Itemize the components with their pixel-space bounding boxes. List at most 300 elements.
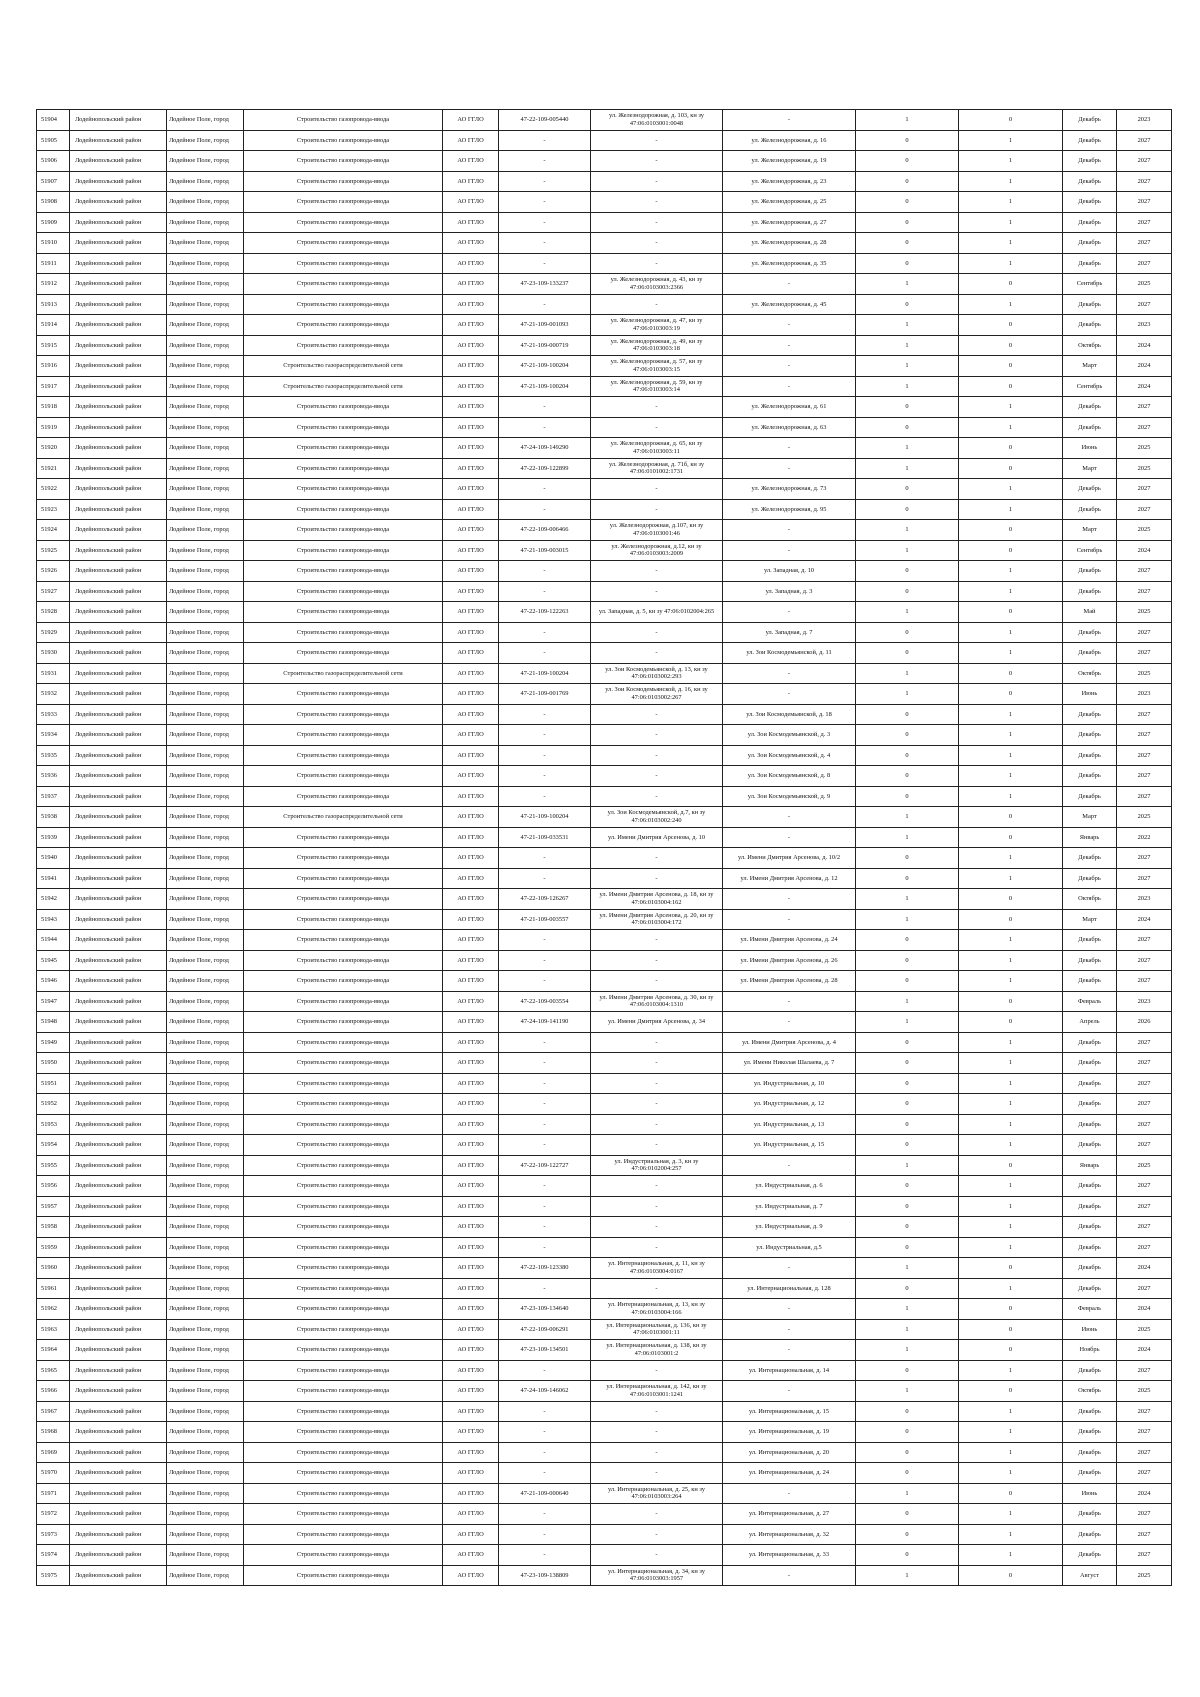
table-row	[37, 622, 1172, 643]
record-number-cell: 51957	[37, 1196, 70, 1217]
address-cell: ул. Железнодорожная, д. 19	[723, 151, 856, 172]
work-type-cell: Строительство газопровода-ввода	[244, 1360, 443, 1381]
count-planned-cell: 1	[959, 1545, 1063, 1566]
count-connected-cell: 1	[856, 1565, 959, 1586]
table-row	[37, 1545, 1172, 1566]
year-cell: 2027	[1117, 479, 1172, 500]
cadastral-address-cell: ул. Железнодорожная, д. 57, кн зу 47:06:0103003:15	[591, 356, 723, 377]
district-name-cell: Лодейнопольский район	[70, 786, 167, 807]
table-row	[37, 786, 1172, 807]
record-number-cell: 51931	[37, 663, 70, 684]
count-connected-cell: 0	[856, 704, 959, 725]
address-cell: -	[723, 1565, 856, 1586]
address-cell: ул. Зои Космодемьянской, д. 4	[723, 745, 856, 766]
count-connected-cell: 1	[856, 1258, 959, 1279]
table-row	[37, 1258, 1172, 1279]
work-type-cell: Строительство газопровода-ввода	[244, 561, 443, 582]
record-number-cell: 51974	[37, 1545, 70, 1566]
year-cell: 2027	[1117, 868, 1172, 889]
tu-number-cell: -	[499, 397, 591, 418]
year-cell: 2024	[1117, 909, 1172, 930]
settlement-name-cell: Лодейное Поле, город	[167, 110, 244, 131]
settlement-name-cell: Лодейное Поле, город	[167, 376, 244, 397]
district-name-cell: Лодейнопольский район	[70, 151, 167, 172]
address-cell: -	[723, 889, 856, 910]
year-cell: 2025	[1117, 602, 1172, 623]
count-planned-cell: 1	[959, 1135, 1063, 1156]
tu-number-cell: 47-22-109-003554	[499, 991, 591, 1012]
cadastral-address-cell: -	[591, 1545, 723, 1566]
count-connected-cell: 1	[856, 1319, 959, 1340]
district-name-cell: Лодейнопольский район	[70, 130, 167, 151]
count-connected-cell: 0	[856, 130, 959, 151]
operator-name-cell: АО ГГЛО	[443, 356, 499, 377]
tu-number-cell: 47-21-109-100204	[499, 376, 591, 397]
settlement-name-cell: Лодейное Поле, город	[167, 479, 244, 500]
address-cell: -	[723, 458, 856, 479]
work-type-cell: Строительство газопровода-ввода	[244, 766, 443, 787]
month-cell: Август	[1063, 1565, 1117, 1586]
month-cell: Ноябрь	[1063, 1340, 1117, 1361]
count-planned-cell: 1	[959, 971, 1063, 992]
year-cell: 2025	[1117, 1319, 1172, 1340]
district-name-cell: Лодейнопольский район	[70, 1545, 167, 1566]
year-cell: 2023	[1117, 315, 1172, 336]
table-row	[37, 479, 1172, 500]
record-number-cell: 51917	[37, 376, 70, 397]
count-planned-cell: 0	[959, 909, 1063, 930]
district-name-cell: Лодейнопольский район	[70, 561, 167, 582]
cadastral-address-cell: -	[591, 1524, 723, 1545]
district-name-cell: Лодейнопольский район	[70, 889, 167, 910]
month-cell: Июнь	[1063, 684, 1117, 705]
table-row	[37, 971, 1172, 992]
record-number-cell: 51962	[37, 1299, 70, 1320]
tu-number-cell: -	[499, 1073, 591, 1094]
record-number-cell: 51936	[37, 766, 70, 787]
district-name-cell: Лодейнопольский район	[70, 1012, 167, 1033]
year-cell: 2027	[1117, 561, 1172, 582]
table-row	[37, 110, 1172, 131]
record-number-cell: 51959	[37, 1237, 70, 1258]
count-planned-cell: 1	[959, 1463, 1063, 1484]
tu-number-cell: 47-21-109-000640	[499, 1483, 591, 1504]
tu-number-cell: -	[499, 1422, 591, 1443]
operator-name-cell: АО ГГЛО	[443, 335, 499, 356]
year-cell: 2027	[1117, 704, 1172, 725]
year-cell: 2027	[1117, 786, 1172, 807]
table-row	[37, 520, 1172, 541]
count-connected-cell: 0	[856, 499, 959, 520]
cadastral-address-cell: -	[591, 253, 723, 274]
settlement-name-cell: Лодейное Поле, город	[167, 622, 244, 643]
table-row	[37, 1032, 1172, 1053]
cadastral-address-cell: -	[591, 417, 723, 438]
year-cell: 2022	[1117, 827, 1172, 848]
record-number-cell: 51904	[37, 110, 70, 131]
tu-number-cell: 47-22-109-122727	[499, 1155, 591, 1176]
settlement-name-cell: Лодейное Поле, город	[167, 540, 244, 561]
operator-name-cell: АО ГГЛО	[443, 909, 499, 930]
count-planned-cell: 1	[959, 130, 1063, 151]
month-cell: Март	[1063, 458, 1117, 479]
year-cell: 2027	[1117, 151, 1172, 172]
count-planned-cell: 1	[959, 1504, 1063, 1525]
count-planned-cell: 0	[959, 540, 1063, 561]
table-row	[37, 540, 1172, 561]
tu-number-cell: -	[499, 1504, 591, 1525]
record-number-cell: 51935	[37, 745, 70, 766]
month-cell: Декабрь	[1063, 253, 1117, 274]
district-name-cell: Лодейнопольский район	[70, 766, 167, 787]
settlement-name-cell: Лодейное Поле, город	[167, 581, 244, 602]
work-type-cell: Строительство газопровода-ввода	[244, 1114, 443, 1135]
tu-number-cell: -	[499, 1524, 591, 1545]
address-cell: ул. Имени Николая Шалаева, д. 7	[723, 1053, 856, 1074]
table-row	[37, 458, 1172, 479]
tu-number-cell: -	[499, 930, 591, 951]
count-connected-cell: 0	[856, 1237, 959, 1258]
tu-number-cell: -	[499, 1442, 591, 1463]
settlement-name-cell: Лодейное Поле, город	[167, 438, 244, 459]
address-cell: -	[723, 315, 856, 336]
tu-number-cell: -	[499, 622, 591, 643]
table-row	[37, 376, 1172, 397]
work-type-cell: Строительство газопровода-ввода	[244, 1237, 443, 1258]
address-cell: ул. Зои Космодемьянской, д. 11	[723, 643, 856, 664]
record-number-cell: 51938	[37, 807, 70, 828]
address-cell: ул. Индустриальная, д. 13	[723, 1114, 856, 1135]
tu-number-cell: -	[499, 212, 591, 233]
address-cell: ул. Интернациональная, д. 15	[723, 1401, 856, 1422]
table-row	[37, 130, 1172, 151]
table-row	[37, 438, 1172, 459]
count-connected-cell: 0	[856, 971, 959, 992]
month-cell: Февраль	[1063, 991, 1117, 1012]
count-planned-cell: 0	[959, 1381, 1063, 1402]
count-connected-cell: 0	[856, 1463, 959, 1484]
table-row	[37, 868, 1172, 889]
address-cell: ул. Железнодорожная, д. 27	[723, 212, 856, 233]
record-number-cell: 51967	[37, 1401, 70, 1422]
address-cell: -	[723, 602, 856, 623]
record-number-cell: 51947	[37, 991, 70, 1012]
month-cell: Декабрь	[1063, 766, 1117, 787]
count-connected-cell: 1	[856, 807, 959, 828]
year-cell: 2027	[1117, 581, 1172, 602]
count-planned-cell: 1	[959, 1176, 1063, 1197]
count-connected-cell: 0	[856, 1053, 959, 1074]
district-name-cell: Лодейнопольский район	[70, 1032, 167, 1053]
cadastral-address-cell: -	[591, 499, 723, 520]
cadastral-address-cell: -	[591, 212, 723, 233]
count-connected-cell: 1	[856, 1299, 959, 1320]
table-row	[37, 192, 1172, 213]
district-name-cell: Лодейнопольский район	[70, 1176, 167, 1197]
work-type-cell: Строительство газопровода-ввода	[244, 622, 443, 643]
table-row	[37, 1340, 1172, 1361]
settlement-name-cell: Лодейное Поле, город	[167, 807, 244, 828]
year-cell: 2027	[1117, 294, 1172, 315]
operator-name-cell: АО ГГЛО	[443, 458, 499, 479]
table-row	[37, 1524, 1172, 1545]
count-planned-cell: 0	[959, 684, 1063, 705]
count-planned-cell: 0	[959, 1319, 1063, 1340]
record-number-cell: 51968	[37, 1422, 70, 1443]
address-cell: -	[723, 1258, 856, 1279]
work-type-cell: Строительство газопровода-ввода	[244, 602, 443, 623]
year-cell: 2024	[1117, 540, 1172, 561]
count-planned-cell: 1	[959, 1094, 1063, 1115]
year-cell: 2027	[1117, 130, 1172, 151]
address-cell: ул. Зои Космодемьянской, д. 3	[723, 725, 856, 746]
count-planned-cell: 1	[959, 786, 1063, 807]
count-planned-cell: 1	[959, 930, 1063, 951]
work-type-cell: Строительство газопровода-ввода	[244, 315, 443, 336]
month-cell: Декабрь	[1063, 1135, 1117, 1156]
table-row	[37, 1299, 1172, 1320]
work-type-cell: Строительство газопровода-ввода	[244, 1012, 443, 1033]
count-planned-cell: 0	[959, 1565, 1063, 1586]
operator-name-cell: АО ГГЛО	[443, 1114, 499, 1135]
work-type-cell: Строительство газопровода-ввода	[244, 1032, 443, 1053]
work-type-cell: Строительство газопровода-ввода	[244, 151, 443, 172]
record-number-cell: 51966	[37, 1381, 70, 1402]
settlement-name-cell: Лодейное Поле, город	[167, 397, 244, 418]
work-type-cell: Строительство газопровода-ввода	[244, 520, 443, 541]
cadastral-address-cell: -	[591, 766, 723, 787]
table-row	[37, 745, 1172, 766]
cadastral-address-cell: -	[591, 171, 723, 192]
year-cell: 2025	[1117, 1155, 1172, 1176]
table-row	[37, 1053, 1172, 1074]
tu-number-cell: -	[499, 950, 591, 971]
settlement-name-cell: Лодейное Поле, город	[167, 1360, 244, 1381]
gasification-table	[36, 109, 1172, 1586]
district-name-cell: Лодейнопольский район	[70, 479, 167, 500]
tu-number-cell: 47-21-109-033531	[499, 827, 591, 848]
count-planned-cell: 0	[959, 1299, 1063, 1320]
settlement-name-cell: Лодейное Поле, город	[167, 848, 244, 869]
count-connected-cell: 0	[856, 643, 959, 664]
operator-name-cell: АО ГГЛО	[443, 786, 499, 807]
table-row	[37, 1196, 1172, 1217]
cadastral-address-cell: -	[591, 622, 723, 643]
settlement-name-cell: Лодейное Поле, город	[167, 766, 244, 787]
work-type-cell: Строительство газопровода-ввода	[244, 971, 443, 992]
operator-name-cell: АО ГГЛО	[443, 889, 499, 910]
record-number-cell: 51908	[37, 192, 70, 213]
settlement-name-cell: Лодейное Поле, город	[167, 1299, 244, 1320]
operator-name-cell: АО ГГЛО	[443, 438, 499, 459]
operator-name-cell: АО ГГЛО	[443, 294, 499, 315]
year-cell: 2025	[1117, 663, 1172, 684]
year-cell: 2027	[1117, 192, 1172, 213]
operator-name-cell: АО ГГЛО	[443, 315, 499, 336]
table-row	[37, 212, 1172, 233]
count-connected-cell: 1	[856, 315, 959, 336]
operator-name-cell: АО ГГЛО	[443, 561, 499, 582]
table-row	[37, 1176, 1172, 1197]
month-cell: Декабрь	[1063, 1278, 1117, 1299]
record-number-cell: 51952	[37, 1094, 70, 1115]
work-type-cell: Строительство газопровода-ввода	[244, 909, 443, 930]
count-planned-cell: 1	[959, 294, 1063, 315]
count-connected-cell: 1	[856, 663, 959, 684]
settlement-name-cell: Лодейное Поле, город	[167, 335, 244, 356]
cadastral-address-cell: ул. Имени Дмитрия Арсенова, д. 30, кн зу 47:06:0103004:1310	[591, 991, 723, 1012]
address-cell: ул. Западная, д. 3	[723, 581, 856, 602]
record-number-cell: 51916	[37, 356, 70, 377]
record-number-cell: 51963	[37, 1319, 70, 1340]
count-planned-cell: 0	[959, 991, 1063, 1012]
district-name-cell: Лодейнопольский район	[70, 663, 167, 684]
settlement-name-cell: Лодейное Поле, город	[167, 1545, 244, 1566]
work-type-cell: Строительство газопровода-ввода	[244, 171, 443, 192]
address-cell: -	[723, 274, 856, 295]
cadastral-address-cell: -	[591, 1217, 723, 1238]
operator-name-cell: АО ГГЛО	[443, 663, 499, 684]
settlement-name-cell: Лодейное Поле, город	[167, 1401, 244, 1422]
settlement-name-cell: Лодейное Поле, город	[167, 274, 244, 295]
work-type-cell: Строительство газопровода-ввода	[244, 130, 443, 151]
record-number-cell: 51927	[37, 581, 70, 602]
operator-name-cell: АО ГГЛО	[443, 1032, 499, 1053]
count-planned-cell: 1	[959, 848, 1063, 869]
month-cell: Октябрь	[1063, 335, 1117, 356]
count-planned-cell: 0	[959, 274, 1063, 295]
month-cell: Декабрь	[1063, 1114, 1117, 1135]
count-planned-cell: 1	[959, 1114, 1063, 1135]
operator-name-cell: АО ГГЛО	[443, 130, 499, 151]
count-connected-cell: 1	[856, 376, 959, 397]
settlement-name-cell: Лодейное Поле, город	[167, 643, 244, 664]
record-number-cell: 51969	[37, 1442, 70, 1463]
count-planned-cell: 0	[959, 807, 1063, 828]
table-row	[37, 315, 1172, 336]
settlement-name-cell: Лодейное Поле, город	[167, 950, 244, 971]
tu-number-cell: 47-21-109-100204	[499, 663, 591, 684]
table-row	[37, 397, 1172, 418]
address-cell: ул. Железнодорожная, д. 45	[723, 294, 856, 315]
settlement-name-cell: Лодейное Поле, город	[167, 1463, 244, 1484]
district-name-cell: Лодейнопольский район	[70, 1155, 167, 1176]
tu-number-cell: 47-24-109-146062	[499, 1381, 591, 1402]
settlement-name-cell: Лодейное Поле, город	[167, 684, 244, 705]
operator-name-cell: АО ГГЛО	[443, 171, 499, 192]
work-type-cell: Строительство газопровода-ввода	[244, 479, 443, 500]
work-type-cell: Строительство газопровода-ввода	[244, 1401, 443, 1422]
year-cell: 2027	[1117, 1053, 1172, 1074]
count-planned-cell: 0	[959, 1012, 1063, 1033]
count-connected-cell: 1	[856, 889, 959, 910]
record-number-cell: 51923	[37, 499, 70, 520]
table-row	[37, 1442, 1172, 1463]
district-name-cell: Лодейнопольский район	[70, 1504, 167, 1525]
count-connected-cell: 0	[856, 868, 959, 889]
record-number-cell: 51918	[37, 397, 70, 418]
tu-number-cell: -	[499, 643, 591, 664]
operator-name-cell: АО ГГЛО	[443, 376, 499, 397]
year-cell: 2027	[1117, 1114, 1172, 1135]
work-type-cell: Строительство газопровода-ввода	[244, 1319, 443, 1340]
tu-number-cell: 47-22-109-126267	[499, 889, 591, 910]
count-planned-cell: 0	[959, 458, 1063, 479]
cadastral-address-cell: ул. Железнодорожная, д. 59, кн зу 47:06:0103003:14	[591, 376, 723, 397]
tu-number-cell: -	[499, 253, 591, 274]
work-type-cell: Строительство газопровода-ввода	[244, 745, 443, 766]
record-number-cell: 51905	[37, 130, 70, 151]
settlement-name-cell: Лодейное Поле, город	[167, 1442, 244, 1463]
record-number-cell: 51944	[37, 930, 70, 951]
record-number-cell: 51920	[37, 438, 70, 459]
table-row	[37, 1012, 1172, 1033]
work-type-cell: Строительство газопровода-ввода	[244, 950, 443, 971]
count-planned-cell: 0	[959, 663, 1063, 684]
address-cell: -	[723, 1319, 856, 1340]
operator-name-cell: АО ГГЛО	[443, 1237, 499, 1258]
record-number-cell: 51951	[37, 1073, 70, 1094]
tu-number-cell: -	[499, 1032, 591, 1053]
cadastral-address-cell: ул. Железнодорожная, д. 71б, кн зу 47:06:0101002:1731	[591, 458, 723, 479]
district-name-cell: Лодейнопольский район	[70, 212, 167, 233]
work-type-cell: Строительство газопровода-ввода	[244, 1381, 443, 1402]
table-row	[37, 827, 1172, 848]
operator-name-cell: АО ГГЛО	[443, 192, 499, 213]
year-cell: 2027	[1117, 1360, 1172, 1381]
district-name-cell: Лодейнопольский район	[70, 1463, 167, 1484]
district-name-cell: Лодейнопольский район	[70, 294, 167, 315]
count-connected-cell: 1	[856, 684, 959, 705]
settlement-name-cell: Лодейное Поле, город	[167, 1504, 244, 1525]
record-number-cell: 51948	[37, 1012, 70, 1033]
cadastral-address-cell: -	[591, 786, 723, 807]
month-cell: Сентябрь	[1063, 540, 1117, 561]
work-type-cell: Строительство газопровода-ввода	[244, 1176, 443, 1197]
table-row	[37, 848, 1172, 869]
record-number-cell: 51911	[37, 253, 70, 274]
month-cell: Декабрь	[1063, 971, 1117, 992]
work-type-cell: Строительство газопровода-ввода	[244, 1135, 443, 1156]
record-number-cell: 51910	[37, 233, 70, 254]
operator-name-cell: АО ГГЛО	[443, 807, 499, 828]
record-number-cell: 51949	[37, 1032, 70, 1053]
month-cell: Декабрь	[1063, 950, 1117, 971]
month-cell: Декабрь	[1063, 1442, 1117, 1463]
cadastral-address-cell: ул. Западная, д. 5, кн зу 47:06:0102004:265	[591, 602, 723, 623]
month-cell: Декабрь	[1063, 110, 1117, 131]
work-type-cell: Строительство газопровода-ввода	[244, 335, 443, 356]
address-cell: -	[723, 807, 856, 828]
cadastral-address-cell: ул. Имени Дмитрия Арсенова, д. 10	[591, 827, 723, 848]
work-type-cell: Строительство газопровода-ввода	[244, 704, 443, 725]
count-connected-cell: 0	[856, 1176, 959, 1197]
district-name-cell: Лодейнопольский район	[70, 1483, 167, 1504]
month-cell: Декабрь	[1063, 151, 1117, 172]
tu-number-cell: -	[499, 971, 591, 992]
operator-name-cell: АО ГГЛО	[443, 868, 499, 889]
address-cell: ул. Индустриальная, д. 15	[723, 1135, 856, 1156]
record-number-cell: 51929	[37, 622, 70, 643]
year-cell: 2025	[1117, 520, 1172, 541]
address-cell: -	[723, 663, 856, 684]
count-planned-cell: 0	[959, 110, 1063, 131]
settlement-name-cell: Лодейное Поле, город	[167, 889, 244, 910]
district-name-cell: Лодейнопольский район	[70, 1217, 167, 1238]
year-cell: 2027	[1117, 971, 1172, 992]
address-cell: ул. Железнодорожная, д. 73	[723, 479, 856, 500]
operator-name-cell: АО ГГЛО	[443, 253, 499, 274]
